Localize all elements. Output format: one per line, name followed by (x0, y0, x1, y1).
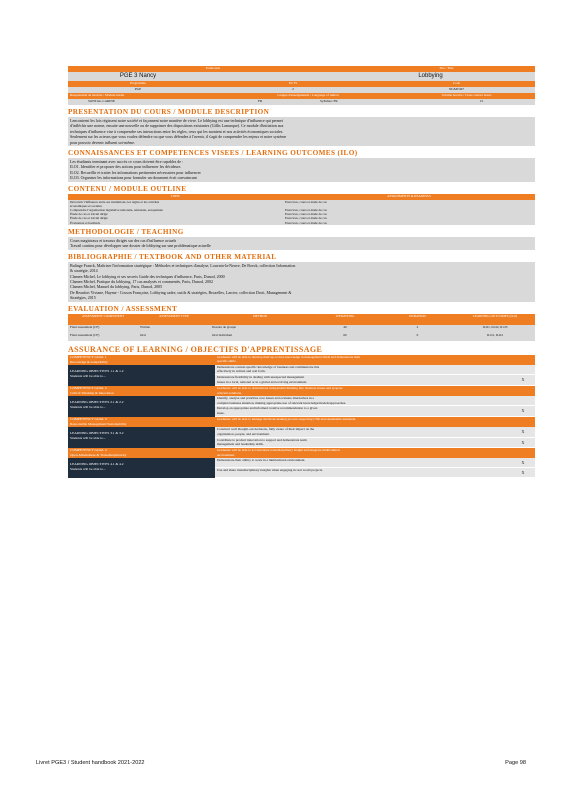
bibliography-line: Clamen Michel, Manuel du lobbying, Paris, Dunod, 2005 (70, 284, 163, 290)
learning-objectives-sub: Students will be able to... (70, 467, 106, 472)
learning-objectives-label: LEARNING OBJECTIVES 3.1 & 3.2 (70, 430, 124, 435)
learning-objectives-row (68, 396, 535, 417)
assurance-table (68, 355, 535, 479)
competency-goal-row (68, 355, 535, 365)
objective-line: Demonstrate context-specific knowledge of business and communicate this (217, 364, 320, 369)
weighting-header: WEIGHTING (310, 314, 380, 325)
objective-line: Demonstrate their ability to work in a multicultural environment. (217, 458, 306, 463)
duration-header: DURATION (380, 314, 455, 325)
objective-item (215, 427, 535, 438)
objective-line: issues in a local, national or in a global and evolving environment. (217, 379, 308, 384)
goal-line: Graduates will be able to manage decisions making process respecting CSR and sustainable standards. (217, 416, 356, 421)
bibliography-title: BIBLIOGRAPHIE / TEXTBOOK AND OTHER MATERIAL (68, 252, 277, 261)
presentation-line: Seulement sur les acteurs que vous voulez défendre ou que vous défendez à l'avenir, il s'agit de comprendre les enjeux et notre système (70, 134, 287, 140)
assignment-cell: Exercices, cours et étude de cas (283, 208, 535, 212)
title-label: Tire / Title (439, 66, 454, 70)
objective-item (215, 406, 535, 417)
evaluation-title: EVALUATION / ASSESSMENT (68, 304, 178, 313)
method-cell: Dossier de groupe (210, 325, 310, 333)
methodology-text (68, 237, 535, 250)
competency-goal-name: Knowledge & Adaptability (70, 359, 108, 364)
competency-goal-name: Critical Thinking & Innovation (70, 390, 114, 395)
type-cell: Written (138, 325, 210, 333)
component-cell: Final assessment (CF) (68, 333, 138, 341)
ilo-line: Les étudiants terminant avec succès ce cours doivent être capables de : (70, 159, 184, 165)
duration-cell: 2 (380, 325, 455, 333)
header-values-1 (68, 72, 535, 81)
method-header: METHOD (210, 314, 310, 325)
learning-objectives-row (68, 427, 535, 448)
bibliography-line: De Beaufort Viviane, Hayme - Cosson Françoise, Lobbying cadre, outils & stratégies, Bruxelles, Larcier, collection Droit, Management & (70, 289, 292, 295)
objective-line: Contribute to product innovation to support and demonstrate team (217, 437, 307, 442)
ilo-line: ILO3. Organiser les informations pour formuler un document écrit convaincant (70, 175, 197, 181)
bibliography-line: Clamen Michel, Pratique du lobbying, 17 cas analysés et commentés, Paris, Dunod, 2002 (70, 278, 213, 284)
competency-goal-description (215, 417, 535, 427)
promotion-value: PGE 3 Nancy (119, 73, 157, 79)
objective-text (215, 438, 511, 448)
code-label: Code (452, 81, 461, 85)
objective-mark: X (511, 468, 535, 477)
bibliography-line: Stratégies, 2015 (70, 295, 96, 301)
syllabus-value: Syllabus: FR (320, 99, 338, 103)
course-sheet (68, 66, 535, 478)
objective-line: Demonstrate flexibility in dealing with unexpected management (217, 375, 305, 380)
objective-text (215, 427, 511, 437)
learning-objectives-label: LEARNING OBJECTIVES 4.1 & 4.2 (70, 462, 124, 467)
topic-cell: Étude de cas et travail dirigé (68, 212, 283, 216)
competency-goal-description (215, 386, 535, 396)
objective-text (215, 468, 511, 477)
objective-mark: X (511, 438, 535, 448)
evaluation-table (68, 314, 535, 341)
methodology-line: Cours magistraux et travaux dirigés sur des cas d'influence actuels (70, 237, 177, 243)
objective-line: complex business situation, making appropriate use of relevant knowledge/models/approaches. (217, 400, 346, 405)
topic-cell: Étude de cas et travail dirigé (68, 216, 283, 220)
ects-label: ECTS (288, 81, 298, 85)
type-header: ASSESSMENT TYPE (138, 314, 210, 325)
ilo-line: ILO1. Identifier et proposer des actions pour influencer les décideurs (70, 164, 181, 170)
learning-objectives-label: LEARNING OBJECTIVES 1.1 & 1.2 (70, 368, 124, 373)
objective-mark (511, 365, 535, 375)
methodology-title: METHODOLOGIE / TEACHING (68, 227, 184, 236)
learning-objectives (68, 365, 215, 386)
ilo-cell: ILO1, ILO2, ILO3 (455, 325, 535, 333)
topic-cell: Évaluation et feedback (68, 221, 283, 225)
topic-header: TOPIC (68, 194, 283, 200)
objective-mark (511, 396, 535, 406)
assurance-title: ASSURANCE OF LEARNING / OBJECTIFS D'APPRENTISSAGE (68, 344, 323, 354)
learning-objectives-sub: Students will be able to... (70, 404, 106, 409)
learning-objectives (68, 458, 215, 478)
competency-goal-description (215, 448, 535, 458)
contact-hours-label: Volume horaire / Class contact hours (441, 93, 492, 97)
objective-line: Use and share transdisciplinary insights when engaging in real world projects. (217, 468, 323, 473)
objective-item (215, 365, 535, 376)
learning-objectives-sub: Students will be able to... (70, 373, 106, 378)
learning-objectives-row (68, 365, 535, 386)
objective-item (215, 458, 535, 468)
goal-line: specific skills. (217, 359, 237, 364)
objective-text (215, 396, 511, 406)
objective-text (215, 375, 511, 385)
presentation-title: PRESENTATION DU COURS / MODULE DESCRIPTION (68, 108, 270, 116)
learning-outcomes-title: CONNAISSANCES ET COMPETENCES VISEES / LEARNING OUTCOMES (ILO) (68, 149, 358, 158)
weighting-cell: 60 (310, 333, 380, 341)
table-row (68, 200, 535, 208)
type-cell: Oral (138, 333, 210, 341)
learning-outcomes-text (68, 158, 535, 182)
competency-goal-number: COMPETENCY GOAL 2 (70, 385, 107, 390)
objective-mark: X (511, 406, 535, 416)
objective-mark: X (511, 375, 535, 385)
competency-goal-row (68, 448, 535, 458)
learning-objectives (68, 427, 215, 448)
competency-goal-row (68, 417, 535, 427)
presentation-line: techniques d'influence vise à comprendre ses interactions entre les règles, ceux qui les montent et nos activités économiques sociales. (70, 128, 284, 134)
table-row (68, 221, 535, 225)
goal-line: relevant solutions. (217, 390, 242, 395)
title-value: Lobbying (418, 73, 443, 79)
bibliography-line: Clamen Michel, Le lobbying et ses secrets Guide des techniques d'influence, Paris, Dunod, 2000 (70, 273, 225, 279)
assignment-cell: Exercices, cours et étude de cas (283, 221, 535, 225)
objective-item (215, 396, 535, 407)
footer-handbook: Livret PGE3 / Student handbook 2021-2022 (36, 760, 145, 766)
competency-goal-description (215, 355, 535, 365)
objective-items (215, 427, 535, 448)
competency-goal-row (68, 386, 535, 396)
presentation-line: Lencontrent les lois régissent notre société et façonnent notre manière de vivre. Le lobbying est une technique d'influence qui permet (70, 118, 283, 123)
component-header: ASSESSMENT COMPONENT (68, 314, 138, 325)
page-footer (36, 760, 526, 766)
objective-line: Develop an appropriate and informed creative recommendation to a given (217, 406, 318, 411)
weighting-cell: 40 (310, 325, 380, 333)
competency-goal (68, 386, 215, 396)
contact-hours-value: 15 (479, 99, 484, 103)
competency-goal (68, 417, 215, 427)
assignment-cell: Exercices, cours et étude de cas (283, 212, 535, 216)
footer-page-number: Page 98 (505, 760, 526, 766)
table-row (68, 325, 535, 333)
competency-goal-name: Open-Mindedness & Transdisciplinarity (70, 453, 127, 458)
competency-goal (68, 355, 215, 365)
objective-text (215, 365, 511, 375)
code-value: NGMT467 (448, 87, 465, 91)
goal-line: Graduates will be able to act and share transdisciplinary insight and integrate multicultural (217, 448, 340, 453)
method-cell: Oral individuel (210, 333, 310, 341)
learning-objectives-row (68, 458, 535, 478)
module-leader-label: Responsable de module / Module leader (70, 93, 125, 97)
header-values-3 (68, 99, 535, 105)
objective-item (215, 375, 535, 386)
objective-line: management and leadership skills. (217, 442, 264, 447)
table-row (68, 333, 535, 341)
competency-goal-number: COMPETENCY GOAL 1 (70, 354, 107, 359)
ects-value: 2 (292, 87, 294, 91)
topic-cell: Comprendre l'organisation législative nationale, nationale, européenne (68, 208, 283, 212)
learning-objectives (68, 396, 215, 417)
programme-value: PGE (134, 87, 142, 91)
objective-items (215, 396, 535, 417)
presentation-text (68, 117, 535, 146)
language-label: Langue d'enseignement / Language of tuition (277, 93, 339, 97)
topic-cell: Découvrir l'influence entre ses institutions, les règles et les activités (70, 199, 160, 204)
methodology-line: Travail continu pour développer une dossier de lobbying sur une problématique actuelle (70, 243, 211, 249)
learning-objectives-label: LEARNING OBJECTIVES 2.1 & 2.2 (70, 399, 124, 404)
ilo-header: LEARNING OUTCOMES (ILO) (455, 314, 535, 325)
objective-line: organisation, people, and environment. (217, 431, 270, 436)
module-leader-value: SONTAG CARINE (88, 99, 115, 103)
assignment-cell: Exercices, cours et étude de cas (283, 216, 535, 220)
module-outline-title: CONTENU / MODULE OUTLINE (68, 184, 187, 193)
competency-goal-number: COMPETENCY GOAL 4 (70, 448, 107, 453)
objective-items (215, 365, 535, 386)
bibliography-line: & stratégie, 2014 (70, 268, 98, 274)
promotion-label: Promotion (205, 66, 221, 70)
presentation-line: pour pouvoir devenir influent soi-même. (70, 139, 135, 145)
competency-goal-number: COMPETENCY GOAL 3 (70, 416, 107, 421)
objective-line: Construct well thought-out decisions, fully aware of their impact on the (217, 426, 315, 431)
bibliography-line: Bulinge Franck, Maîtriser l'information stratégique : Méthodes et techniques d'analyse, Louvain-la-Neuve, De Boeck, collection Information (70, 262, 296, 268)
goal-line: environment. (217, 452, 235, 457)
topic-cell-cont: économiques et sociales (70, 203, 102, 208)
outline-table (68, 194, 535, 225)
goal-line: Graduates will be able to develop their up-to-date knowledge in management fields and demonstrate their (217, 354, 361, 359)
objective-text (215, 406, 511, 416)
objective-mark: X (511, 427, 535, 437)
ilo-line: ILO2. Recueillir et traiter les informations pertinentes nécessaires pour influencer (70, 169, 201, 175)
goal-line: Graduates will be able to demonstrate independent thinking into business issues and propose (217, 385, 343, 390)
objective-mark: X (511, 458, 535, 467)
objective-line: issue. (217, 411, 225, 416)
competency-goal (68, 448, 215, 458)
assignment-cell: Exercices, cours et étude de cas (283, 200, 535, 208)
component-cell: Final assessment (CF) (68, 325, 138, 333)
language-value: FR (258, 99, 263, 103)
objective-item (215, 468, 535, 478)
assignments-header: ASSIGNMENTS & READINGS (283, 194, 535, 200)
objective-item (215, 438, 535, 449)
competency-goal-name: Responsible Management/Sustainability (70, 421, 127, 426)
presentation-line: d'infléchir une norme, ensuite une nouvelle ou de supprimer des dispositions existantes (Gillis Lamarque). Ce module d'initiation aux (70, 123, 284, 129)
programme-label: Programme (130, 81, 146, 85)
objective-line: Identify, analyse and prioritise core issues and evaluate alternatives in a (217, 395, 315, 400)
objective-text (215, 458, 511, 467)
learning-objectives-sub: Students will be able to... (70, 435, 106, 440)
objective-items (215, 458, 535, 478)
ilo-cell: ILO1, ILO2 (455, 333, 535, 341)
objective-line: effectively in written and oral form. (217, 369, 266, 374)
bibliography-text (68, 262, 535, 302)
duration-cell: 0 (380, 333, 455, 341)
